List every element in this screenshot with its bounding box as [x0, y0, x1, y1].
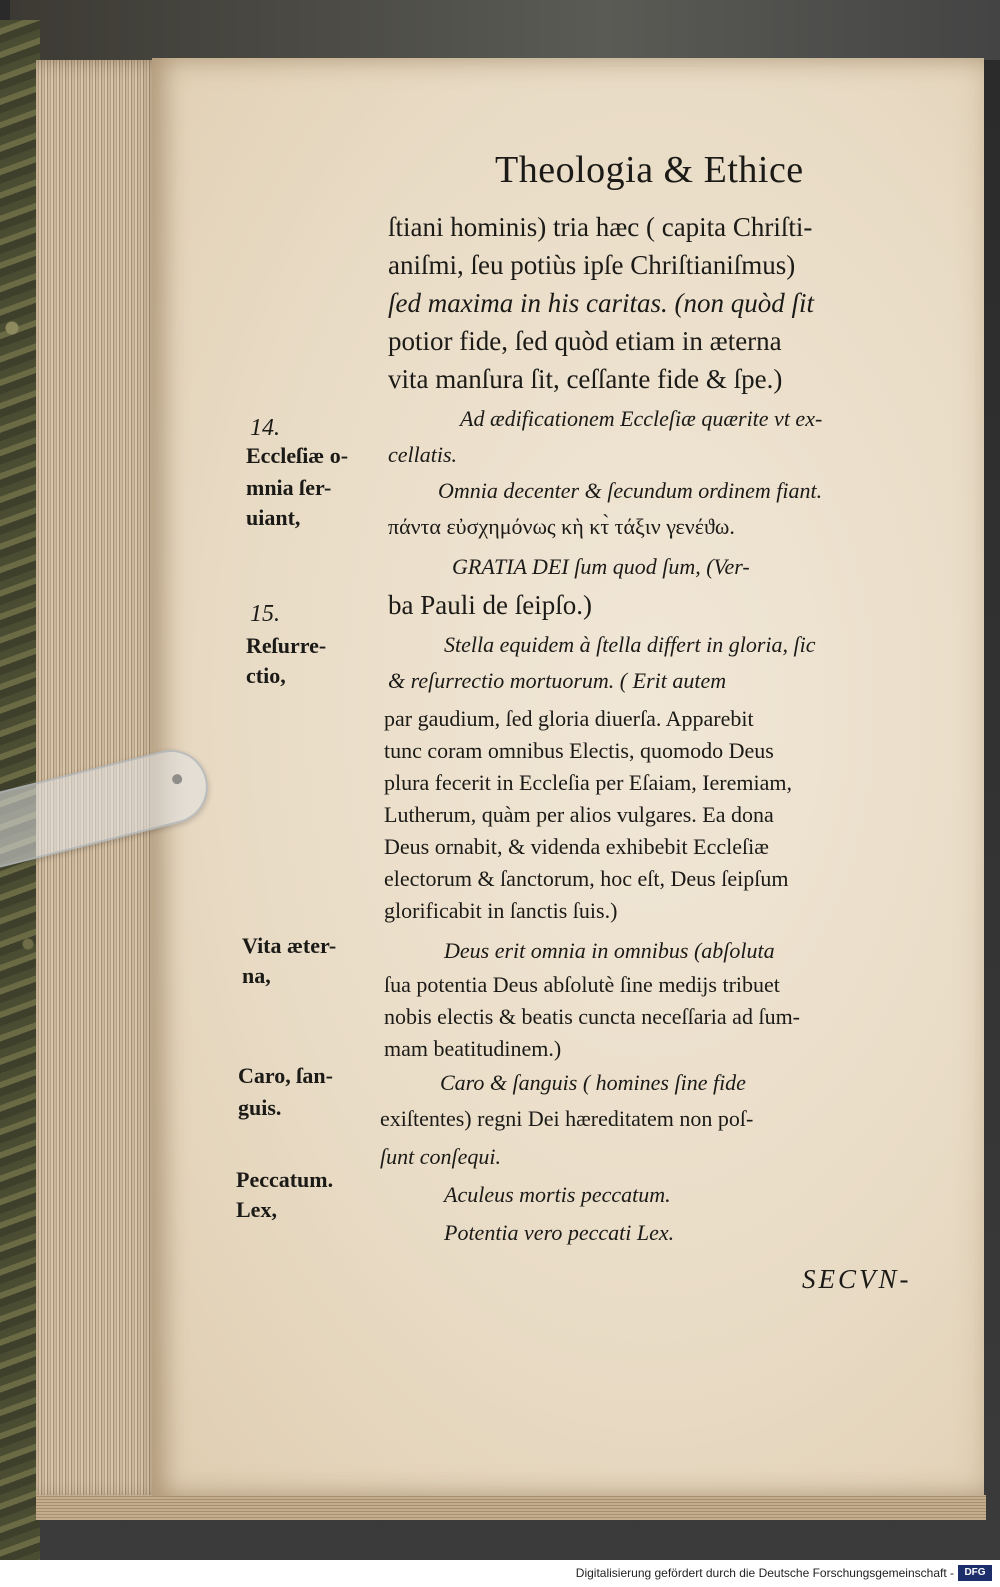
body-line: nobis electis & beatis cuncta neceſſaria ad ſum-	[384, 1004, 801, 1029]
digitization-footer	[0, 1560, 1000, 1587]
body-line: ſunt conſequi.	[380, 1144, 501, 1169]
body-line: ſed maxima in his caritas. (non quòd ſit	[388, 288, 814, 318]
margin-note: na,	[242, 963, 271, 988]
margin-note: Eccleſiæ o-	[246, 443, 349, 468]
body-line: exiſtentes) regni Dei hæreditatem non poſ-	[380, 1106, 754, 1131]
body-line: aniſmi, ſeu potiùs ipſe Chriſtianiſmus)	[388, 250, 796, 280]
margin-note: 15.	[250, 601, 280, 627]
body-line: par gaudium, ſed gloria diuerſa. Apparebit	[384, 706, 754, 731]
body-line: ſtiani hominis) tria hæc ( capita Chriſti-	[388, 212, 813, 242]
body-line: plura fecerit in Eccleſia per Eſaiam, Ieremiam,	[384, 770, 792, 795]
margin-note: Peccatum.	[236, 1167, 334, 1192]
body-line: vita manſura ſit, ceſſante fide & ſpe.)	[388, 364, 783, 394]
running-head: Theologia & Ethice	[495, 149, 804, 191]
funding-credit: Digitalisierung gefördert durch die Deutsche Forschungsgemeinschaft -	[575, 1566, 954, 1580]
body-line: Omnia decenter & ſecundum ordinem fiant.	[438, 478, 823, 503]
dfg-logo: DFG	[958, 1565, 992, 1581]
margin-note: 14.	[250, 415, 280, 441]
body-line: potior fide, ſed quòd etiam in æterna	[388, 326, 782, 356]
margin-note: guis.	[238, 1095, 282, 1120]
body-line: Deus ornabit, & videnda exhibebit Eccleſiæ	[384, 834, 769, 859]
body-line: mam beatitudinem.)	[384, 1036, 562, 1061]
page-edges-bottom	[36, 1495, 986, 1520]
body-line: glorificabit in ſanctis ſuis.)	[384, 898, 618, 923]
ruler-hole	[171, 773, 183, 785]
body-line: tunc coram omnibus Electis, quomodo Deus	[384, 738, 774, 763]
body-line: Aculeus mortis peccatum.	[444, 1182, 671, 1207]
book-cover-top	[10, 0, 1000, 60]
margin-note: Lex,	[236, 1197, 277, 1222]
margin-note: Reſurre-	[246, 633, 327, 658]
body-line: Deus erit omnia in omnibus (abſoluta	[444, 938, 775, 963]
body-line: ba Pauli de ſeipſo.)	[388, 590, 592, 620]
body-line: πάντα εὐσχημόνως κὴ κτ̀ τάξιν γενέϑω.	[388, 514, 735, 539]
body-line: cellatis.	[388, 442, 458, 467]
body-line: GRATIA DEI ſum quod ſum, (Ver-	[452, 554, 750, 579]
margin-note: ctio,	[246, 663, 286, 688]
margin-note: Vita æter-	[242, 933, 337, 958]
catchword: SECVN-	[802, 1264, 912, 1294]
body-line: Caro & ſanguis ( homines ſine fide	[440, 1070, 746, 1095]
body-line: Lutherum, quàm per alios vulgares. Ea dona	[384, 802, 774, 827]
margin-note: uiant,	[246, 505, 301, 530]
margin-note: Caro, ſan-	[238, 1063, 333, 1088]
body-line: Potentia vero peccati Lex.	[444, 1220, 675, 1245]
body-line: electorum & ſanctorum, hoc eſt, Deus ſeipſum	[384, 866, 789, 891]
body-line: ſua potentia Deus abſolutè ſine medijs tribuet	[384, 972, 780, 997]
margin-note: mnia ſer-	[246, 475, 332, 500]
body-line: & reſurrectio mortuorum. ( Erit autem	[388, 668, 727, 693]
body-line: Ad ædificationem Eccleſiæ quærite vt ex-	[460, 406, 823, 431]
body-line: Stella equidem à ſtella differt in gloria, ſic	[444, 632, 816, 657]
